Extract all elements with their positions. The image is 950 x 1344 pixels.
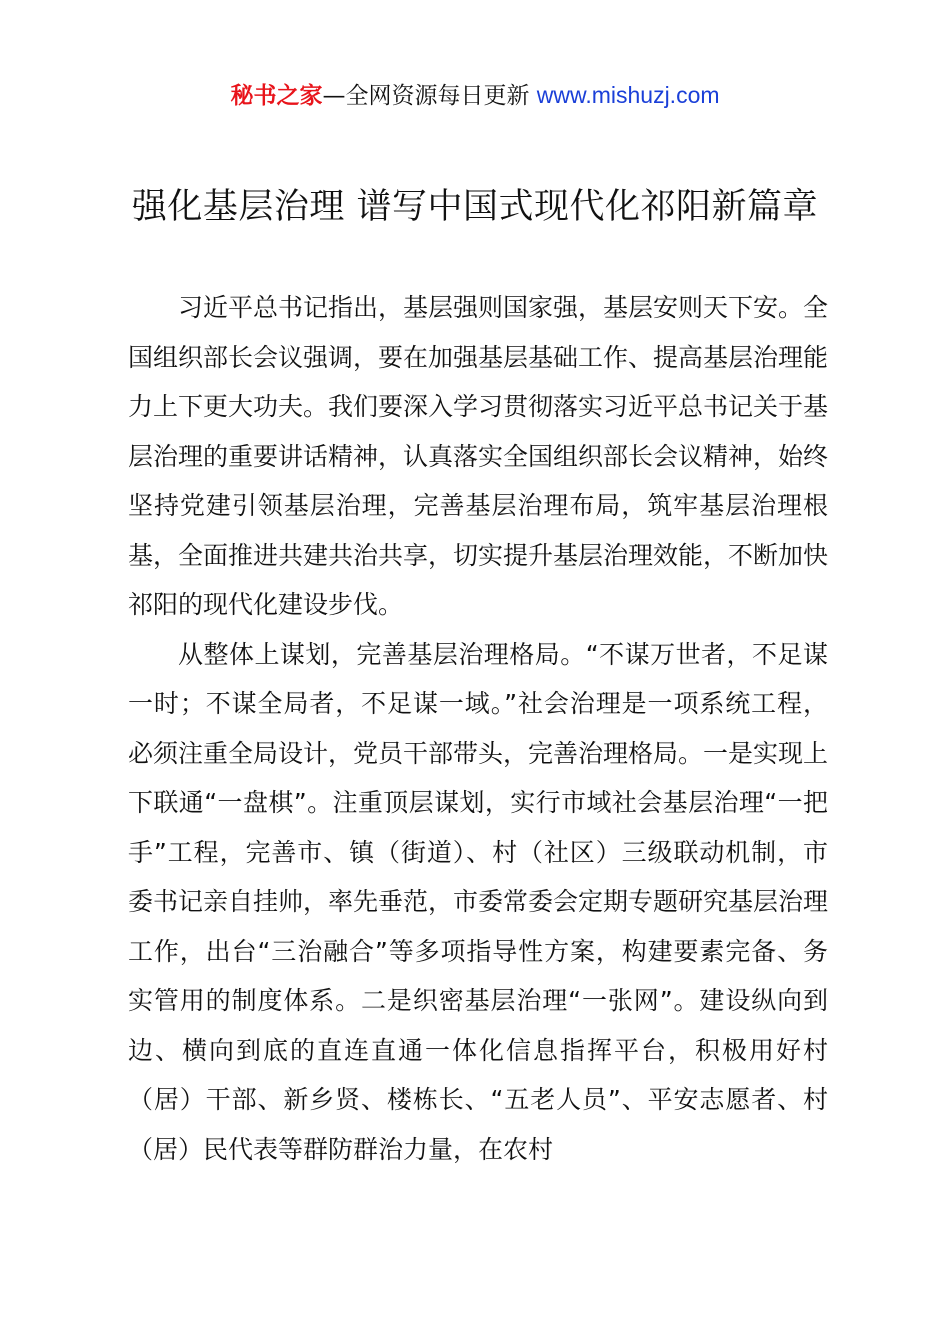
site-header bbox=[0, 78, 950, 113]
document-title: 强化基层治理 谱写中国式现代化祁阳新篇章 bbox=[131, 187, 819, 227]
document-body bbox=[128, 283, 828, 1174]
paragraph-overall-planning: 从整体上谋划，完善基层治理格局。“不谋万世者，不足谋一时；不谋全局者，不足谋一域。”社会治理是一项系统工程，必须注重全局设计，党员干部带头，完善治理格局。一是实现上下联通“一盘棋”。注重顶层谋划，实行市域社会基层治理“一把手”工程，完善市、镇（街道）、村（社区）三级联动机制，市委书记亲自挂帅，率先垂范，市委常委会定期专题研究基层治理工作，出台“三治融合”等多项指导性方案，构建要素完备、务实管用的制度体系。二是织密基层治理“一张网”。建设纵向到边、横向到底的直连直通一体化信息指挥平台，积极用好村（居）干部、新乡贤、楼栋长、“五老人员”、平安志愿者、村（居）民代表等群防群治力量，在农村 bbox=[128, 639, 829, 1164]
site-brand: 秘书之家 bbox=[230, 83, 323, 109]
paragraph-intro: 习近平总书记指出，基层强则国家强，基层安则天下安。全国组织部长会议强调，要在加强基层基础工作、提高基层治理能力上下更大功夫。我们要深入学习贯彻落实习近平总书记关于基层治理的重要讲话精神，认真落实全国组织部长会议精神，始终坚持党建引领基层治理，完善基层治理布局，筑牢基层治理根基，全面推进共建共治共享，切实提升基层治理效能，不断加快祁阳的现代化建设步伐。 bbox=[128, 293, 829, 619]
site-slogan: —全网资源每日更新 bbox=[322, 83, 530, 109]
site-url-link[interactable]: www.mishuzj.com bbox=[536, 82, 720, 108]
